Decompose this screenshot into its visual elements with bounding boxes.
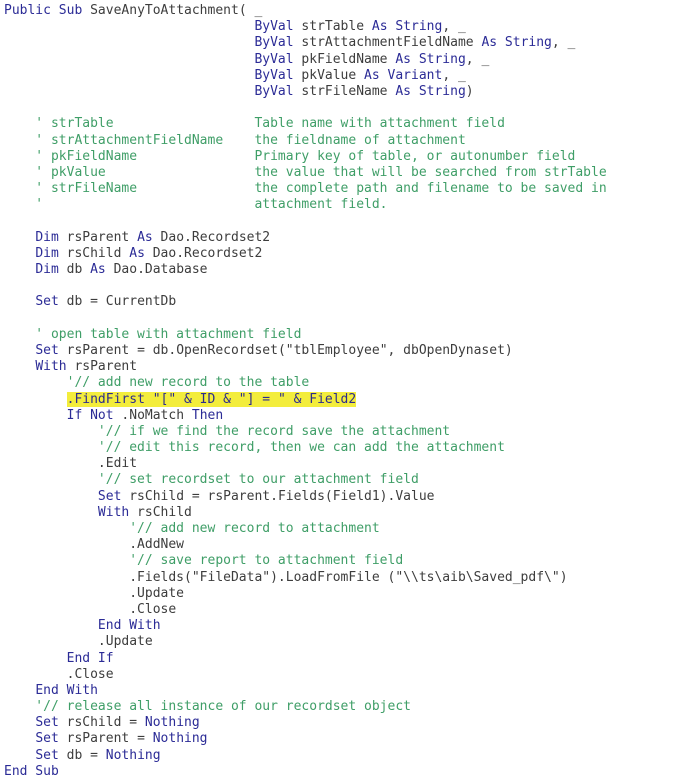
code-line	[4, 505, 688, 521]
code-text	[4, 19, 254, 34]
code-text	[4, 489, 98, 504]
code-line	[4, 230, 688, 246]
code-text: Set	[35, 747, 59, 763]
code-text: As	[137, 229, 153, 245]
code-line	[4, 618, 688, 634]
code-text: , _	[442, 67, 466, 83]
code-text: ByVal	[254, 51, 294, 67]
code-line	[4, 440, 688, 456]
code-line	[4, 683, 688, 699]
code-line	[4, 748, 688, 764]
code-line	[4, 294, 688, 310]
code-text	[4, 683, 35, 698]
code-text	[4, 84, 254, 99]
code-text: rsChild	[129, 504, 192, 520]
code-text	[4, 68, 254, 83]
code-line	[4, 327, 688, 343]
code-text: Nothing	[105, 747, 161, 763]
code-line	[4, 472, 688, 488]
code-text: Set	[35, 715, 59, 731]
code-line	[4, 586, 688, 602]
code-line	[4, 133, 688, 149]
code-text: With	[35, 359, 67, 375]
code-text: pkValue	[293, 67, 365, 83]
code-line	[4, 197, 688, 213]
code-text	[4, 230, 35, 245]
code-text: End If	[66, 650, 114, 666]
code-line	[4, 651, 688, 667]
code-line	[4, 537, 688, 553]
code-line	[4, 602, 688, 618]
code-line	[4, 262, 688, 278]
code-text: If Not	[66, 407, 114, 423]
highlighted-code: .FindFirst "[" & ID & "] = " & Field2	[66, 391, 357, 407]
code-text: Nothing	[152, 731, 208, 747]
code-text	[4, 651, 67, 666]
code-text: Set	[35, 294, 59, 310]
code-line	[4, 699, 688, 715]
code-text	[4, 408, 67, 423]
code-comment: ' pkFieldName Primary key of table, or autonumber field	[4, 148, 576, 164]
code-line	[4, 278, 688, 294]
code-text: .Close	[4, 601, 177, 617]
code-line	[4, 3, 688, 19]
code-text	[4, 246, 35, 261]
code-text: .NoMatch	[113, 407, 192, 423]
code-text: strFileName	[293, 83, 396, 99]
code-comment: '// save report to attachment field	[4, 553, 404, 569]
code-text: strTable	[293, 19, 372, 35]
code-text: Set	[35, 731, 59, 747]
code-comment: '// release all instance of our recordset object	[4, 699, 411, 715]
code-text: db = CurrentDb	[58, 294, 177, 310]
code-text: .Update	[4, 585, 185, 601]
code-line	[4, 343, 688, 359]
code-text	[4, 343, 35, 358]
code-text: As String	[371, 19, 443, 35]
code-text: End Sub	[4, 763, 59, 779]
code-text	[4, 618, 98, 633]
code-text: As Variant	[364, 67, 443, 83]
code-text	[4, 748, 35, 763]
code-text	[4, 359, 35, 374]
code-text: .Update	[4, 634, 153, 650]
code-comment: '// add new record to attachment	[4, 521, 380, 536]
code-text	[4, 294, 35, 309]
code-text: End With	[35, 682, 98, 698]
code-text: .Fields("FileData").LoadFromFile ("\\ts\aib\Saved_pdf\")	[4, 569, 568, 585]
code-line	[4, 634, 688, 650]
code-text: ByVal	[254, 19, 294, 35]
code-text	[4, 392, 67, 407]
code-comment: ' open table with attachment field	[4, 326, 302, 342]
code-line	[4, 359, 688, 375]
code-text: )	[465, 83, 474, 99]
code-line	[4, 84, 688, 100]
code-line	[4, 149, 688, 165]
code-text: .Close	[4, 666, 114, 682]
code-text: SaveAnyToAttachment( _	[82, 3, 263, 18]
code-line	[4, 311, 688, 327]
code-line	[4, 392, 688, 408]
code-comment: '// set recordset to our attachment field	[4, 472, 419, 488]
code-comment: ' attachment field.	[4, 197, 388, 213]
code-text: As String	[481, 35, 552, 51]
code-text: , _	[442, 19, 466, 35]
code-text: As	[129, 245, 145, 261]
code-text: Dim	[35, 262, 59, 277]
code-line	[4, 424, 688, 440]
code-text: db	[58, 262, 91, 277]
code-text: End With	[97, 618, 161, 634]
code-text: ByVal	[254, 35, 294, 51]
code-text: rsParent	[66, 359, 138, 375]
code-text	[4, 52, 254, 67]
code-line	[4, 19, 688, 35]
code-text: Then	[191, 407, 224, 423]
code-line	[4, 100, 688, 116]
code-text: With	[97, 504, 130, 520]
code-line	[4, 570, 688, 586]
code-text: Nothing	[144, 715, 200, 731]
code-line	[4, 116, 688, 132]
code-text: strAttachmentFieldName	[293, 35, 482, 51]
code-line	[4, 165, 688, 181]
code-comment: ' strAttachmentFieldName the fieldname of attachment	[4, 132, 466, 148]
code-text: rsChild = rsParent.Fields(Field1).Value	[121, 488, 435, 504]
code-text	[4, 35, 254, 50]
code-line	[4, 52, 688, 68]
code-text: rsChild	[58, 245, 130, 261]
code-text	[4, 715, 35, 730]
code-line	[4, 456, 688, 472]
code-comment: ' strTable Table name with attachment field	[4, 116, 505, 132]
code-text: Dim	[35, 245, 59, 261]
code-text: Set	[35, 342, 59, 358]
code-text	[4, 262, 35, 277]
code-line	[4, 731, 688, 747]
code-comment: '// if we find the record save the attachment	[4, 423, 451, 439]
code-text: pkFieldName	[293, 51, 396, 67]
code-line	[4, 35, 688, 51]
code-line	[4, 715, 688, 731]
code-line	[4, 246, 688, 262]
code-line	[4, 68, 688, 84]
code-line	[4, 408, 688, 424]
code-line	[4, 764, 688, 780]
code-listing	[4, 3, 688, 780]
code-text: , _	[465, 51, 490, 67]
code-text	[4, 731, 35, 746]
code-line	[4, 553, 688, 569]
code-text: ByVal	[254, 83, 294, 99]
code-text: As String	[395, 83, 466, 99]
code-comment: ' strFileName the complete path and filename to be saved in	[4, 181, 607, 197]
code-text: .Edit	[4, 456, 138, 472]
code-comment: ' pkValue the value that will be searched from strTable	[4, 164, 607, 180]
code-text: Dao.Recordset2	[152, 229, 271, 245]
code-line	[4, 489, 688, 505]
code-text: Set	[97, 488, 122, 504]
code-text: rsChild =	[58, 715, 145, 731]
code-text	[4, 505, 98, 520]
code-text: As	[90, 262, 106, 277]
code-text: Dim	[35, 229, 59, 245]
code-text: rsParent =	[58, 731, 153, 747]
code-text: Public Sub	[4, 3, 83, 18]
code-text: db =	[58, 747, 106, 763]
code-comment: '// edit this record, then we can add the attachment	[4, 440, 505, 456]
code-text: rsParent = db.OpenRecordset("tblEmployee", dbOpenDynaset)	[58, 342, 513, 358]
code-text: ByVal	[254, 67, 294, 83]
code-comment: '// add new record to the table	[4, 375, 310, 391]
code-line	[4, 181, 688, 197]
code-text: Dao.Database	[105, 262, 208, 277]
code-line	[4, 667, 688, 683]
code-text: As String	[395, 51, 466, 67]
code-text: rsParent	[58, 229, 138, 245]
code-line	[4, 521, 688, 537]
code-text: Dao.Recordset2	[144, 245, 263, 261]
code-text: , _	[551, 35, 576, 51]
code-line	[4, 375, 688, 391]
code-line	[4, 213, 688, 229]
code-text: .AddNew	[4, 537, 185, 553]
